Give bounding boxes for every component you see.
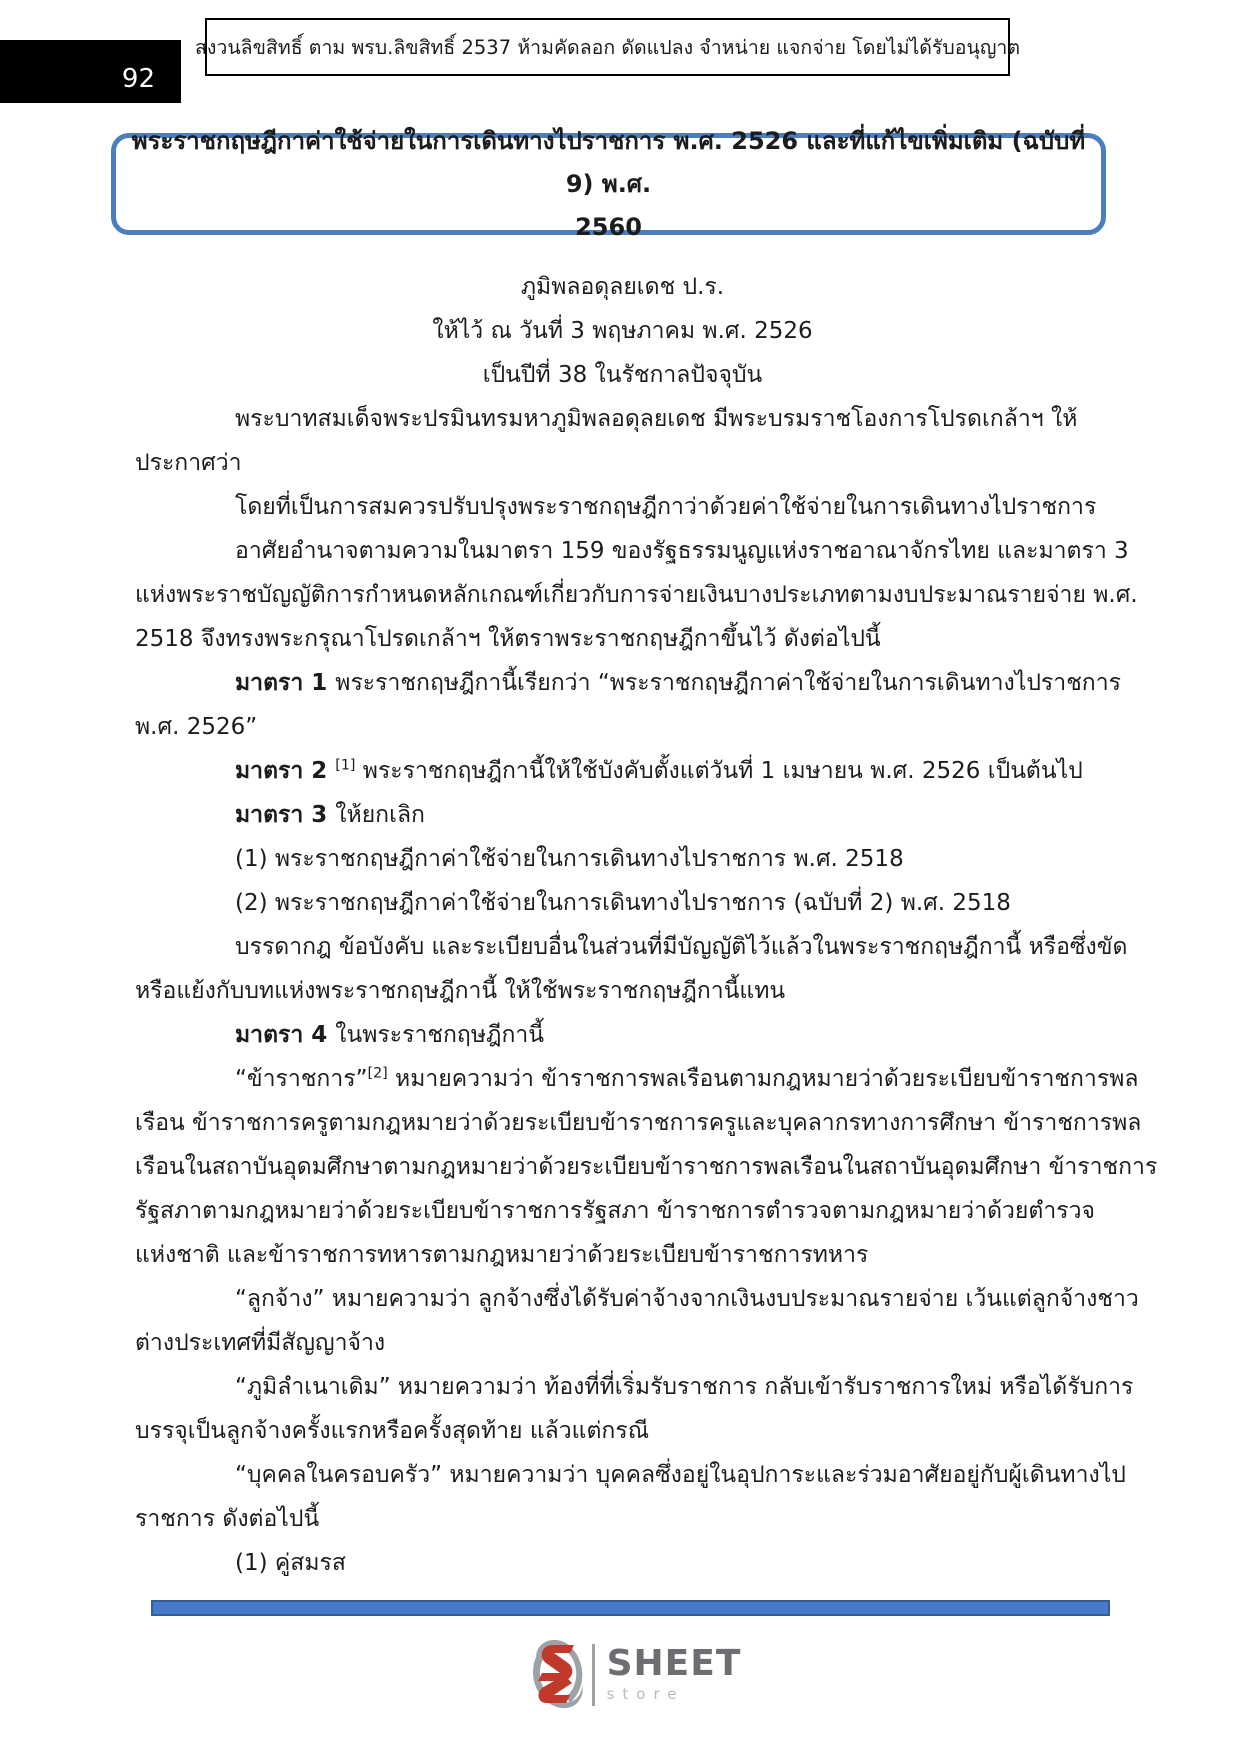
logo-text-block	[606, 1643, 742, 1704]
logo-divider-line	[592, 1644, 595, 1706]
document-title-line-1: พระราชกฤษฎีกาค่าใช้จ่ายในการเดินทางไปราชการ พ.ศ. 2526 และที่แก้ไขเพิ่มเติม (ฉบับที่ 9) พ.ศ.	[131, 126, 1086, 198]
footer-divider	[151, 1600, 1110, 1616]
text-segment: เรือนในสถาบันอุดมศึกษาตามกฎหมายว่าด้วยระเบียบข้าราชการพลเรือนในสถาบันอุดมศึกษา ข้าราชการ	[135, 1154, 1158, 1180]
text-line	[135, 793, 1110, 837]
copyright-notice-text: สงวนลิขสิทธิ์ ตาม พรบ.ลิขสิทธิ์ 2537 ห้ามคัดลอก ดัดแปลง จำหน่าย แจกจ่าย โดยไม่ได้รับอนุญาต	[194, 35, 1021, 59]
text-segment: “บุคคลในครอบครัว” หมายความว่า บุคคลซึ่งอยู่ในอุปการะและร่วมอาศัยอยู่กับผู้เดินทางไป	[235, 1462, 1126, 1488]
text-line	[135, 441, 1110, 485]
page-number: 92	[121, 63, 155, 94]
text-segment: ภูมิพลอดุลยเดช ป.ร.	[520, 274, 725, 300]
logo-name: SHEET	[606, 1643, 742, 1684]
text-segment: 2518 จึงทรงพระกรุณาโปรดเกล้าฯ ให้ตราพระราชกฤษฎีกาขึ้นไว้ ดังต่อไปนี้	[135, 626, 881, 652]
document-title-box	[111, 126, 1106, 241]
copyright-notice-box	[194, 18, 1021, 76]
text-segment: เรือน ข้าราชการครูตามกฎหมายว่าด้วยระเบียบข้าราชการครูและบุคลากรทางการศึกษา ข้าราชการพล	[135, 1110, 1142, 1136]
text-line	[135, 397, 1110, 441]
text-line	[135, 1233, 1110, 1277]
text-line	[135, 705, 1110, 749]
text-segment: รัฐสภาตามกฎหมายว่าด้วยระเบียบข้าราชการรัฐสภา ข้าราชการตำรวจตามกฎหมายว่าด้วยตำรวจ	[135, 1198, 1095, 1224]
text-segment: “ภูมิลำเนาเดิม” หมายความว่า ท้องที่ที่เริ่มรับราชการ กลับเข้ารับราชการใหม่ หรือได้รับการ	[235, 1374, 1134, 1400]
footnote-marker: [2]	[367, 1065, 388, 1082]
text-segment: บรรดากฎ ข้อบังคับ และระเบียบอื่นในส่วนที่มีบัญญัติไว้แล้วในพระราชกฤษฎีกานี้ หรือซึ่งขัด	[235, 934, 1128, 960]
text-line	[135, 969, 1110, 1013]
text-segment: แห่งชาติ และข้าราชการทหารตามกฎหมายว่าด้วยระเบียบข้าราชการทหาร	[135, 1242, 869, 1268]
sheet-store-logo-icon	[532, 1635, 584, 1715]
text-line	[135, 617, 1110, 661]
text-line	[135, 265, 1110, 309]
text-line	[135, 485, 1110, 529]
text-segment: ให้ยกเลิก	[335, 802, 425, 828]
text-segment: (1) พระราชกฤษฎีกาค่าใช้จ่ายในการเดินทางไปราชการ พ.ศ. 2518	[235, 846, 904, 872]
text-segment: แห่งพระราชบัญญัติการกำหนดหลักเกณฑ์เกี่ยวกับการจ่ายเงินบางประเภทตามงบประมาณรายจ่าย พ.ศ.	[135, 582, 1138, 608]
text-segment: หมายความว่า ข้าราชการพลเรือนตามกฎหมายว่าด้วยระเบียบข้าราชการพล	[387, 1066, 1139, 1092]
text-line	[135, 661, 1122, 705]
text-segment: (2) พระราชกฤษฎีกาค่าใช้จ่ายในการเดินทางไปราชการ (ฉบับที่ 2) พ.ศ. 2518	[235, 890, 1011, 916]
text-line	[135, 1321, 1110, 1365]
text-segment: (1) คู่สมรส	[235, 1550, 346, 1576]
text-segment: โดยที่เป็นการสมควรปรับปรุงพระราชกฤษฎีกาว่าด้วยค่าใช้จ่ายในการเดินทางไปราชการ	[235, 494, 1097, 520]
text-line	[135, 749, 1110, 793]
footnote-marker: [1]	[335, 757, 356, 774]
text-segment: ประกาศว่า	[135, 450, 242, 476]
text-line	[135, 1541, 1110, 1585]
section-label: มาตรา 4	[235, 1022, 328, 1048]
text-segment: ต่างประเทศที่มีสัญญาจ้าง	[135, 1330, 386, 1356]
text-line	[135, 925, 1128, 969]
document-body	[135, 265, 1158, 1585]
text-segment: “ลูกจ้าง” หมายความว่า ลูกจ้างซึ่งได้รับค่าจ้างจากเงินงบประมาณรายจ่าย เว้นแต่ลูกจ้างชาว	[235, 1286, 1139, 1312]
text-line	[135, 1057, 1139, 1101]
text-segment: บรรจุเป็นลูกจ้างครั้งแรกหรือครั้งสุดท้าย แล้วแต่กรณี	[135, 1418, 650, 1444]
text-segment: ให้ไว้ ณ วันที่ 3 พฤษภาคม พ.ศ. 2526	[432, 318, 813, 344]
text-line	[135, 573, 1138, 617]
section-label: มาตรา 3	[235, 802, 328, 828]
text-line	[135, 1497, 1110, 1541]
footer-logo	[0, 1630, 1241, 1720]
text-segment: “ข้าราชการ”	[235, 1066, 368, 1092]
page-number-box	[0, 40, 181, 103]
text-segment: ราชการ ดังต่อไปนี้	[135, 1506, 320, 1532]
text-line	[135, 1365, 1134, 1409]
section-label: มาตรา 2	[235, 758, 328, 784]
text-segment: พระบาทสมเด็จพระปรมินทรมหาภูมิพลอดุลยเดช มีพระบรมราชโองการโปรดเกล้าฯ ให้	[235, 406, 1078, 432]
text-line	[135, 1277, 1139, 1321]
text-line	[135, 1189, 1110, 1233]
text-line	[135, 1145, 1158, 1189]
text-line	[135, 353, 1110, 397]
text-segment: เป็นปีที่ 38 ในรัชกาลปัจจุบัน	[482, 362, 763, 388]
text-segment: หรือแย้งกับบทแห่งพระราชกฤษฎีกานี้ ให้ใช้พระราชกฤษฎีกานี้แทน	[135, 978, 786, 1004]
text-line	[135, 1101, 1142, 1145]
text-segment: พ.ศ. 2526”	[135, 714, 258, 740]
text-segment: พระราชกฤษฎีกานี้ให้ใช้บังคับตั้งแต่วันที่ 1 เมษายน พ.ศ. 2526 เป็นต้นไป	[355, 758, 1083, 784]
text-segment: พระราชกฤษฎีกานี้เรียกว่า “พระราชกฤษฎีกาค่าใช้จ่ายในการเดินทางไปราชการ	[335, 670, 1122, 696]
logo-subtitle: store	[606, 1685, 685, 1703]
footer-logo-inner	[532, 1635, 742, 1715]
document-title-line-2: 2560	[575, 212, 642, 241]
text-line	[135, 1409, 1110, 1453]
text-line	[135, 1013, 1110, 1057]
text-line	[135, 529, 1129, 573]
text-line	[135, 1453, 1126, 1497]
text-segment: อาศัยอำนาจตามความในมาตรา 159 ของรัฐธรรมนูญแห่งราชอาณาจักรไทย และมาตรา 3	[235, 538, 1129, 564]
text-segment: ในพระราชกฤษฎีกานี้	[335, 1022, 545, 1048]
text-line	[135, 881, 1110, 925]
text-line	[135, 837, 1110, 881]
section-label: มาตรา 1	[235, 670, 328, 696]
text-line	[135, 309, 1110, 353]
